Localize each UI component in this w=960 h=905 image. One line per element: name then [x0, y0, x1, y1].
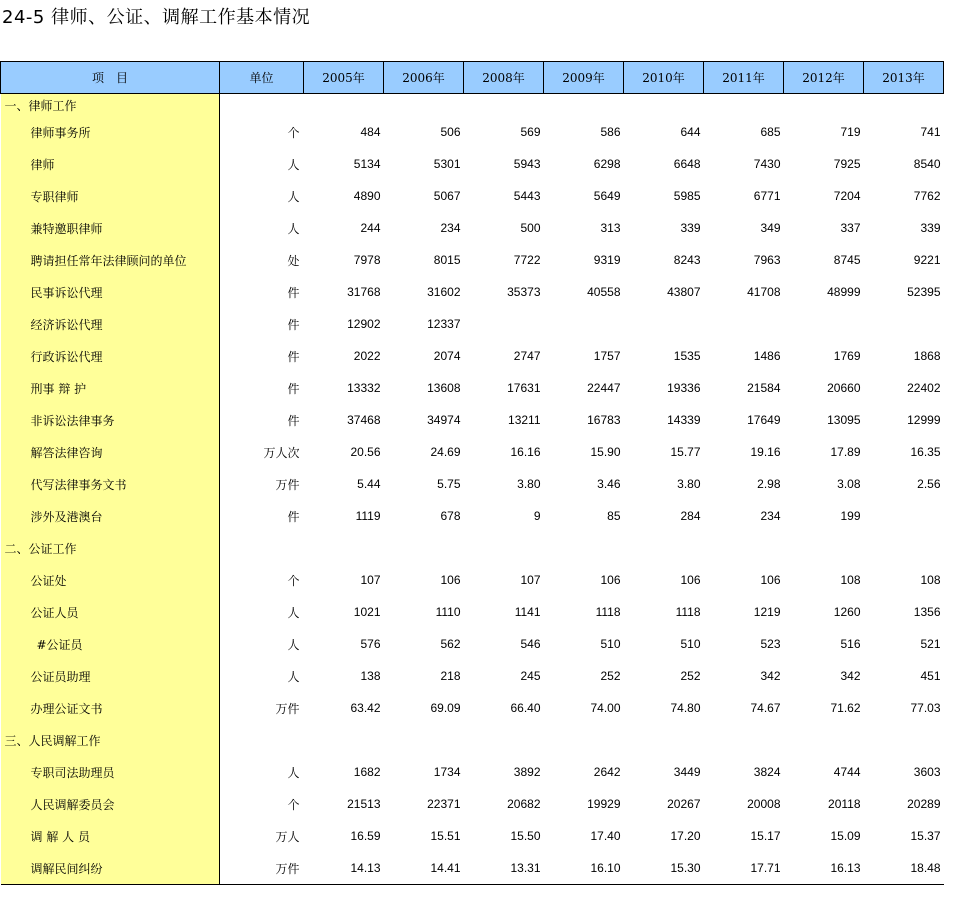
cell-value: 5443 [513, 189, 541, 203]
cell-value [384, 532, 464, 564]
cell-value [864, 308, 944, 340]
cell-value [384, 94, 464, 117]
table-row [1, 372, 944, 404]
table-row [1, 532, 944, 564]
cell-value: 1769 [833, 349, 861, 363]
cell-value: 3449 [673, 765, 701, 779]
row-unit: 万件 [275, 477, 300, 492]
cell-value: 5985 [673, 189, 701, 203]
cell-value: 521 [920, 637, 941, 651]
row-item-label: 非诉讼法律事务 [1, 404, 220, 436]
header-year-5: 2011年 [704, 62, 784, 94]
cell-value: 8243 [673, 253, 701, 267]
cell-value [784, 532, 864, 564]
cell-value: 17631 [507, 381, 541, 395]
cell-value: 74.00 [590, 701, 621, 715]
cell-value: 678 [440, 509, 461, 523]
cell-value: 13.31 [464, 852, 544, 885]
cell-value [864, 724, 944, 756]
cell-value [624, 308, 704, 340]
cell-value: 20660 [827, 381, 861, 395]
cell-value: 16.16 [510, 445, 541, 459]
cell-value: 3.46 [597, 477, 621, 491]
header-year-1: 2006年 [384, 62, 464, 94]
row-item-label: 一、律师工作 [1, 94, 220, 117]
cell-value: 685 [760, 125, 781, 139]
cell-value: 20008 [747, 797, 781, 811]
row-item-label: 人民调解委员会 [1, 788, 220, 820]
cell-value [784, 94, 864, 117]
table-row [1, 212, 944, 244]
cell-value: 15.51 [430, 829, 461, 843]
row-unit: 万件 [275, 701, 300, 716]
cell-value: 74.80 [670, 701, 701, 715]
cell-value: 252 [680, 669, 701, 683]
cell-value: 5301 [433, 157, 461, 171]
table-row [1, 340, 944, 372]
cell-value: 7963 [753, 253, 781, 267]
cell-value: 12902 [347, 317, 381, 331]
cell-value: 22447 [587, 381, 621, 395]
cell-value: 22371 [427, 797, 461, 811]
cell-value [784, 308, 864, 340]
cell-value: 9221 [913, 253, 941, 267]
cell-value: 77.03 [910, 701, 941, 715]
cell-value: 17.71 [704, 852, 784, 885]
header-year-6: 2012年 [784, 62, 864, 94]
cell-value: 43807 [667, 285, 701, 299]
header-year-7: 2013年 [864, 62, 944, 94]
cell-value: 2074 [433, 349, 461, 363]
table-row [1, 180, 944, 212]
row-item-label: 律师 [1, 148, 220, 180]
cell-value: 21513 [347, 797, 381, 811]
cell-value: 19929 [587, 797, 621, 811]
cell-value [544, 308, 624, 340]
cell-value: 20267 [667, 797, 701, 811]
header-year-3: 2009年 [544, 62, 624, 94]
table-row [1, 628, 944, 660]
cell-value [384, 724, 464, 756]
cell-value: 15.37 [910, 829, 941, 843]
table-row [1, 692, 944, 724]
table-row [1, 244, 944, 276]
cell-value: 516 [840, 637, 861, 651]
table-row [1, 94, 944, 117]
row-item-label: 律师事务所 [1, 116, 220, 148]
row-unit: 人 [287, 637, 300, 652]
cell-value: 2.98 [757, 477, 781, 491]
cell-value: 13608 [427, 381, 461, 395]
cell-value: 40558 [587, 285, 621, 299]
cell-value: 15.90 [590, 445, 621, 459]
cell-value: 107 [520, 573, 541, 587]
cell-value: 14.13 [304, 852, 384, 885]
cell-value: 5.75 [437, 477, 461, 491]
table-row [1, 276, 944, 308]
cell-value: 16.13 [784, 852, 864, 885]
cell-value: 106 [680, 573, 701, 587]
cell-value: 19.16 [750, 445, 781, 459]
table-row [1, 468, 944, 500]
cell-value [624, 532, 704, 564]
row-item-label: 兼特邀职律师 [1, 212, 220, 244]
table-row [1, 564, 944, 596]
cell-value [704, 94, 784, 117]
cell-value [544, 532, 624, 564]
cell-value: 523 [760, 637, 781, 651]
cell-value: 9 [533, 509, 541, 523]
cell-value [464, 532, 544, 564]
row-item-label: 聘请担任常年法律顾问的单位 [1, 244, 220, 276]
table-row [1, 308, 944, 340]
cell-value: 20289 [907, 797, 941, 811]
row-unit: 处 [287, 253, 300, 268]
cell-value: 15.50 [510, 829, 541, 843]
cell-value: 349 [760, 221, 781, 235]
table-row [1, 756, 944, 788]
row-unit: 件 [287, 285, 300, 300]
cell-value: 106 [600, 573, 621, 587]
row-item-label: 公证员助理 [1, 660, 220, 692]
cell-value: 71.62 [830, 701, 861, 715]
row-unit: 个 [287, 125, 300, 140]
cell-value: 234 [760, 509, 781, 523]
cell-value: 1535 [673, 349, 701, 363]
row-unit: 人 [287, 189, 300, 204]
cell-value: 719 [840, 125, 861, 139]
cell-value: 1868 [913, 349, 941, 363]
cell-value: 5649 [593, 189, 621, 203]
cell-value [784, 724, 864, 756]
row-item-label: #公证员 [1, 628, 220, 660]
cell-value: 108 [840, 573, 861, 587]
cell-value: 16.10 [544, 852, 624, 885]
table-row [1, 820, 944, 852]
cell-value: 7762 [913, 189, 941, 203]
row-unit: 万件 [220, 852, 304, 885]
cell-value: 37468 [347, 413, 381, 427]
cell-value: 313 [600, 221, 621, 235]
cell-value: 4890 [353, 189, 381, 203]
row-unit: 件 [287, 349, 300, 364]
cell-value: 9319 [593, 253, 621, 267]
cell-value: 644 [680, 125, 701, 139]
table-row [1, 436, 944, 468]
cell-value: 17649 [747, 413, 781, 427]
table-header [1, 62, 944, 94]
cell-value: 41708 [747, 285, 781, 299]
cell-value [464, 724, 544, 756]
row-unit: 件 [287, 413, 300, 428]
row-unit: 件 [287, 381, 300, 396]
cell-value: 12999 [907, 413, 941, 427]
row-unit [220, 724, 304, 756]
cell-value: 106 [760, 573, 781, 587]
cell-value [704, 532, 784, 564]
cell-value: 451 [920, 669, 941, 683]
cell-value: 16783 [587, 413, 621, 427]
cell-value: 2747 [513, 349, 541, 363]
cell-value: 13211 [508, 413, 541, 427]
cell-value: 7430 [753, 157, 781, 171]
cell-value: 74.67 [750, 701, 781, 715]
cell-value [624, 94, 704, 117]
cell-value [304, 532, 384, 564]
row-item-label: 解答法律咨询 [1, 436, 220, 468]
cell-value: 31768 [347, 285, 381, 299]
cell-value: 16.35 [910, 445, 941, 459]
cell-value: 21584 [747, 381, 781, 395]
cell-value: 15.17 [750, 829, 781, 843]
row-item-label: 民事诉讼代理 [1, 276, 220, 308]
cell-value: 1356 [913, 605, 941, 619]
cell-value: 48999 [827, 285, 861, 299]
cell-value: 52395 [907, 285, 941, 299]
cell-value: 510 [680, 637, 701, 651]
row-unit: 人 [287, 669, 300, 684]
cell-value: 245 [520, 669, 541, 683]
cell-value [864, 532, 944, 564]
table-row [1, 116, 944, 148]
row-item-label: 调 解 人 员 [1, 820, 220, 852]
cell-value: 1118 [675, 605, 701, 619]
cell-value: 15.77 [670, 445, 701, 459]
cell-value: 63.42 [350, 701, 381, 715]
row-item-label: 经济诉讼代理 [1, 308, 220, 340]
cell-value: 15.30 [624, 852, 704, 885]
row-unit [220, 94, 304, 117]
cell-value: 5067 [433, 189, 461, 203]
cell-value: 252 [600, 669, 621, 683]
row-unit: 个 [287, 797, 300, 812]
cell-value: 1021 [353, 605, 381, 619]
row-unit: 万人次 [263, 445, 300, 460]
row-item-label: 刑事 辩 护 [1, 372, 220, 404]
cell-value: 13095 [827, 413, 861, 427]
cell-value: 500 [520, 221, 541, 235]
data-table [0, 61, 944, 885]
cell-value: 1219 [753, 605, 781, 619]
cell-value: 16.59 [350, 829, 381, 843]
cell-value: 1141 [514, 605, 541, 619]
cell-value: 342 [840, 669, 861, 683]
page-title: 24-5 律师、公证、调解工作基本情况 [2, 7, 311, 28]
cell-value: 14.41 [384, 852, 464, 885]
cell-value: 17.20 [670, 829, 701, 843]
cell-value: 506 [440, 125, 461, 139]
header-year-2: 2008年 [464, 62, 544, 94]
cell-value: 18.48 [864, 852, 944, 885]
cell-value: 569 [520, 125, 541, 139]
cell-value: 69.09 [430, 701, 461, 715]
row-item-label: 调解民间纠纷 [1, 852, 220, 885]
cell-value [624, 724, 704, 756]
row-unit: 人 [287, 157, 300, 172]
header-unit: 单位 [220, 62, 304, 94]
cell-value: 339 [920, 221, 941, 235]
cell-value: 12337 [427, 317, 461, 331]
cell-value: 284 [680, 509, 701, 523]
cell-value: 35373 [507, 285, 541, 299]
cell-value: 1682 [353, 765, 381, 779]
row-unit: 件 [287, 317, 300, 332]
table-row [1, 596, 944, 628]
cell-value: 31602 [427, 285, 461, 299]
row-unit: 人 [287, 605, 300, 620]
cell-value: 106 [440, 573, 461, 587]
cell-value: 20682 [507, 797, 541, 811]
cell-value: 546 [520, 637, 541, 651]
header-item: 项 目 [1, 62, 220, 94]
cell-value: 199 [840, 509, 861, 523]
cell-value: 6298 [593, 157, 621, 171]
cell-value: 13332 [347, 381, 381, 395]
header-year-0: 2005年 [304, 62, 384, 94]
table-row [1, 660, 944, 692]
cell-value: 22402 [907, 381, 941, 395]
cell-value: 108 [920, 573, 941, 587]
cell-value: 8015 [433, 253, 461, 267]
table-body [1, 94, 944, 885]
cell-value: 1757 [593, 349, 621, 363]
cell-value: 3603 [913, 765, 941, 779]
header-year-4: 2010年 [624, 62, 704, 94]
cell-value: 1119 [355, 509, 381, 523]
cell-value: 3.80 [517, 477, 541, 491]
cell-value: 7204 [833, 189, 861, 203]
cell-value: 5943 [513, 157, 541, 171]
table-row [1, 788, 944, 820]
cell-value: 66.40 [510, 701, 541, 715]
row-unit: 件 [287, 509, 300, 524]
row-item-label: 公证处 [1, 564, 220, 596]
cell-value: 1486 [753, 349, 781, 363]
cell-value: 1118 [595, 605, 621, 619]
table-row [1, 500, 944, 532]
row-unit: 人 [287, 765, 300, 780]
row-unit: 个 [287, 573, 300, 588]
table-row [1, 724, 944, 756]
cell-value: 19336 [667, 381, 701, 395]
cell-value: 2022 [353, 349, 381, 363]
row-item-label: 专职司法助理员 [1, 756, 220, 788]
cell-value: 85 [607, 509, 621, 523]
row-item-label: 三、人民调解工作 [1, 724, 220, 756]
cell-value: 107 [360, 573, 381, 587]
cell-value: 24.69 [430, 445, 461, 459]
cell-value: 244 [360, 221, 381, 235]
table-row [1, 404, 944, 436]
cell-value: 6648 [673, 157, 701, 171]
cell-value: 586 [600, 125, 621, 139]
cell-value: 3.08 [837, 477, 861, 491]
cell-value: 562 [440, 637, 461, 651]
row-item-label: 代写法律事务文书 [1, 468, 220, 500]
cell-value: 510 [600, 637, 621, 651]
cell-value: 484 [360, 125, 381, 139]
cell-value: 138 [360, 669, 381, 683]
cell-value: 20118 [828, 797, 861, 811]
cell-value: 741 [920, 125, 941, 139]
cell-value [464, 308, 544, 340]
cell-value: 3824 [753, 765, 781, 779]
cell-value: 17.89 [830, 445, 861, 459]
cell-value [464, 94, 544, 117]
row-item-label: 二、公证工作 [1, 532, 220, 564]
cell-value: 234 [440, 221, 461, 235]
row-item-label: 行政诉讼代理 [1, 340, 220, 372]
cell-value: 7722 [513, 253, 541, 267]
cell-value: 218 [440, 669, 461, 683]
cell-value: 4744 [833, 765, 861, 779]
cell-value [704, 724, 784, 756]
row-item-label: 专职律师 [1, 180, 220, 212]
row-item-label: 涉外及港澳台 [1, 500, 220, 532]
cell-value: 7978 [353, 253, 381, 267]
cell-value [704, 308, 784, 340]
cell-value: 17.40 [590, 829, 621, 843]
cell-value: 1734 [433, 765, 461, 779]
cell-value [304, 94, 384, 117]
row-item-label: 办理公证文书 [1, 692, 220, 724]
cell-value: 5.44 [357, 477, 381, 491]
cell-value [544, 94, 624, 117]
cell-value: 3892 [513, 765, 541, 779]
table-row [1, 852, 944, 885]
cell-value: 2.56 [917, 477, 941, 491]
row-unit: 万人 [275, 829, 300, 844]
cell-value: 14339 [667, 413, 701, 427]
row-unit: 人 [287, 221, 300, 236]
table-row [1, 148, 944, 180]
cell-value: 5134 [353, 157, 381, 171]
cell-value: 20.56 [350, 445, 381, 459]
cell-value: 1110 [435, 605, 461, 619]
cell-value: 339 [680, 221, 701, 235]
cell-value [544, 724, 624, 756]
cell-value [304, 724, 384, 756]
cell-value: 34974 [427, 413, 461, 427]
cell-value: 2642 [593, 765, 621, 779]
cell-value: 8745 [833, 253, 861, 267]
cell-value: 1260 [833, 605, 861, 619]
cell-value [864, 500, 944, 532]
row-item-label: 公证人员 [1, 596, 220, 628]
cell-value: 337 [840, 221, 861, 235]
cell-value: 7925 [833, 157, 861, 171]
row-unit [220, 532, 304, 564]
cell-value: 6771 [753, 189, 781, 203]
cell-value [864, 94, 944, 117]
cell-value: 342 [760, 669, 781, 683]
cell-value: 576 [360, 637, 381, 651]
cell-value: 15.09 [830, 829, 861, 843]
cell-value: 8540 [913, 157, 941, 171]
cell-value: 3.80 [677, 477, 701, 491]
